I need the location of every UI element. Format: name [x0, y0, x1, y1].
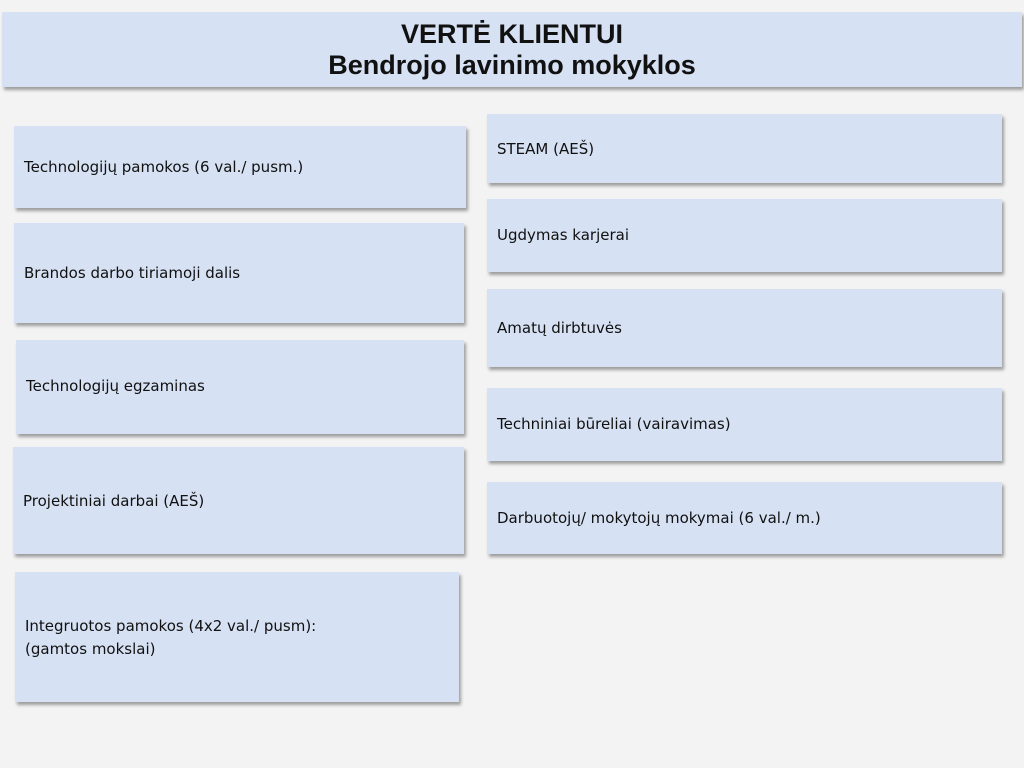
box-label-line2: (gamtos mokslai) — [25, 640, 156, 658]
box-technology-exam — [16, 340, 464, 434]
box-label: Technologijų pamokos (6 val./ pusm.) — [24, 157, 304, 176]
box-label: Ugdymas karjerai — [497, 226, 629, 244]
box-integrated-lessons — [15, 572, 459, 702]
slide-title: VERTĖ KLIENTUI — [400, 18, 623, 49]
box-staff-training — [487, 482, 1002, 554]
box-label — [25, 615, 316, 661]
box-label: Technologijų egzaminas — [26, 377, 205, 395]
box-project-works — [13, 447, 464, 554]
box-label: STEAM (AEŠ) — [497, 140, 595, 158]
box-label: Techniniai būreliai (vairavimas) — [497, 415, 731, 433]
box-technical-clubs — [487, 388, 1002, 461]
box-label: Projektiniai darbai (AEŠ) — [23, 492, 205, 510]
box-label-line1: Integruotos pamokos (4x2 val./ pusm): — [25, 617, 317, 635]
box-steam — [487, 114, 1002, 183]
box-crafts-workshop — [487, 289, 1002, 367]
box-career-education — [487, 199, 1002, 272]
box-label: Darbuotojų/ mokytojų mokymai (6 val./ m.) — [497, 508, 821, 527]
box-technology-lessons — [14, 126, 466, 208]
title-banner — [2, 12, 1022, 87]
box-label: Amatų dirbtuvės — [497, 318, 622, 337]
slide-subtitle: Bendrojo lavinimo mokyklos — [328, 49, 696, 80]
box-maturity-research — [14, 223, 464, 323]
box-label: Brandos darbo tiriamoji dalis — [24, 263, 241, 282]
